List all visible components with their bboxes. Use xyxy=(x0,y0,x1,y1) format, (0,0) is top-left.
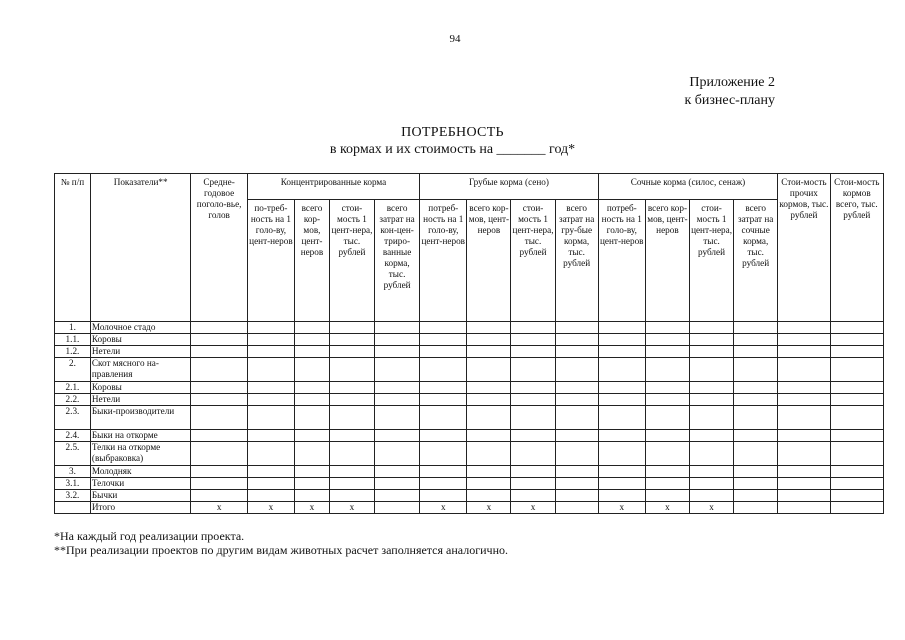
x-mark: x xyxy=(295,502,330,514)
succ-cost-header: всего затрат на сочные корма, тыс. рублей xyxy=(734,200,778,322)
row-label: Молочное стадо xyxy=(90,322,191,334)
row-num: 3.1. xyxy=(55,478,91,490)
table-row xyxy=(55,346,884,358)
col-total-cost-header: Стои-мость кормов всего, тыс. рублей xyxy=(830,174,883,322)
title-line-1: ПОТРЕБНОСТЬ xyxy=(401,125,504,140)
row-label: Телочки xyxy=(90,478,191,490)
total-label: Итого xyxy=(90,502,191,514)
x-mark: x xyxy=(511,502,555,514)
row-num: 2.2. xyxy=(55,394,91,406)
row-label: Молодняк xyxy=(90,466,191,478)
rough-cost-header: всего затрат на гру-бые корма, тыс. рублей xyxy=(555,200,598,322)
x-mark: x xyxy=(645,502,689,514)
rough-need-header: потреб-ность на 1 голо-ву, цент-неров xyxy=(420,200,467,322)
x-mark: x xyxy=(420,502,467,514)
table-row xyxy=(55,358,884,382)
row-label: Быки на откорме xyxy=(90,430,191,442)
succ-need-header: потреб-ность на 1 голо-ву, цент-неров xyxy=(598,200,645,322)
table-row xyxy=(55,442,884,466)
row-label: Бычки xyxy=(90,490,191,502)
row-num: 2.3. xyxy=(55,406,91,430)
rough-total-feed-header: всего кор-мов, цент-неров xyxy=(467,200,511,322)
x-mark: x xyxy=(191,502,247,514)
group-rough-header: Грубые корма (сено) xyxy=(420,174,599,200)
table-row xyxy=(55,466,884,478)
x-mark: x xyxy=(329,502,374,514)
row-num: 2.5. xyxy=(55,442,91,466)
col-num-header: № п/п xyxy=(55,174,91,322)
table-row xyxy=(55,334,884,346)
conc-price-header: стои-мость 1 цент-нера, тыс. рублей xyxy=(329,200,374,322)
table-row xyxy=(55,382,884,394)
table-row xyxy=(55,478,884,490)
appendix-line-2: к бизнес-плану xyxy=(684,93,775,108)
conc-total-feed-header: всего кор-мов, цент-неров xyxy=(295,200,330,322)
rough-price-header: стои-мость 1 цент-нера, тыс. рублей xyxy=(511,200,555,322)
header-row-1 xyxy=(55,174,884,200)
row-label: Нетели xyxy=(90,346,191,358)
row-num: 1.2. xyxy=(55,346,91,358)
col-indicators-header: Показатели** xyxy=(90,174,191,322)
row-num: 2.4. xyxy=(55,430,91,442)
page-number: 94 xyxy=(449,33,461,45)
x-mark: x xyxy=(689,502,733,514)
table-row xyxy=(55,490,884,502)
group-succulent-header: Сочные корма (силос, сенаж) xyxy=(598,174,778,200)
row-label: Нетели xyxy=(90,394,191,406)
x-mark: x xyxy=(247,502,294,514)
x-mark: x xyxy=(467,502,511,514)
footnote-1: *На каждый год реализации проекта. xyxy=(54,529,245,543)
row-num: 3.2. xyxy=(55,490,91,502)
group-concentrated-header: Концентрированные корма xyxy=(247,174,419,200)
row-label: Скот мясного на-правления xyxy=(90,358,191,382)
title-line-2: в кормах и их стоимость на _______ год* xyxy=(329,142,576,157)
succ-price-header: стои-мость 1 цент-нера, тыс. рублей xyxy=(689,200,733,322)
appendix-line-1: Приложение 2 xyxy=(689,75,775,90)
conc-need-header: по-треб-ность на 1 голо-ву, цент-неров xyxy=(247,200,294,322)
row-num: 2.1. xyxy=(55,382,91,394)
row-num: 1. xyxy=(55,322,91,334)
document-title xyxy=(0,124,905,158)
table-row xyxy=(55,394,884,406)
table-row xyxy=(55,322,884,334)
feed-requirements-table xyxy=(54,173,884,514)
conc-cost-header: всего затрат на кон-цен-триро-ванные корма, тыс. рублей xyxy=(375,200,420,322)
row-num: 1.1. xyxy=(55,334,91,346)
row-num: 3. xyxy=(55,466,91,478)
col-avg-livestock-header: Средне-годовое поголо-вье, голов xyxy=(191,174,247,322)
succ-total-feed-header: всего кор-мов, цент-неров xyxy=(645,200,689,322)
x-mark: x xyxy=(598,502,645,514)
table-row xyxy=(55,430,884,442)
col-other-cost-header: Стои-мость прочих кормов, тыс. рублей xyxy=(778,174,830,322)
table-row xyxy=(55,406,884,430)
row-label: Коровы xyxy=(90,334,191,346)
row-label: Коровы xyxy=(90,382,191,394)
row-label: Телки на откорме (выбраковка) xyxy=(90,442,191,466)
row-num: 2. xyxy=(55,358,91,382)
footnote-2: **При реализации проектов по другим видам животных расчет заполняется аналогично. xyxy=(54,543,508,557)
row-label: Быки-производители xyxy=(90,406,191,430)
appendix-label xyxy=(640,74,775,110)
total-row xyxy=(55,502,884,514)
